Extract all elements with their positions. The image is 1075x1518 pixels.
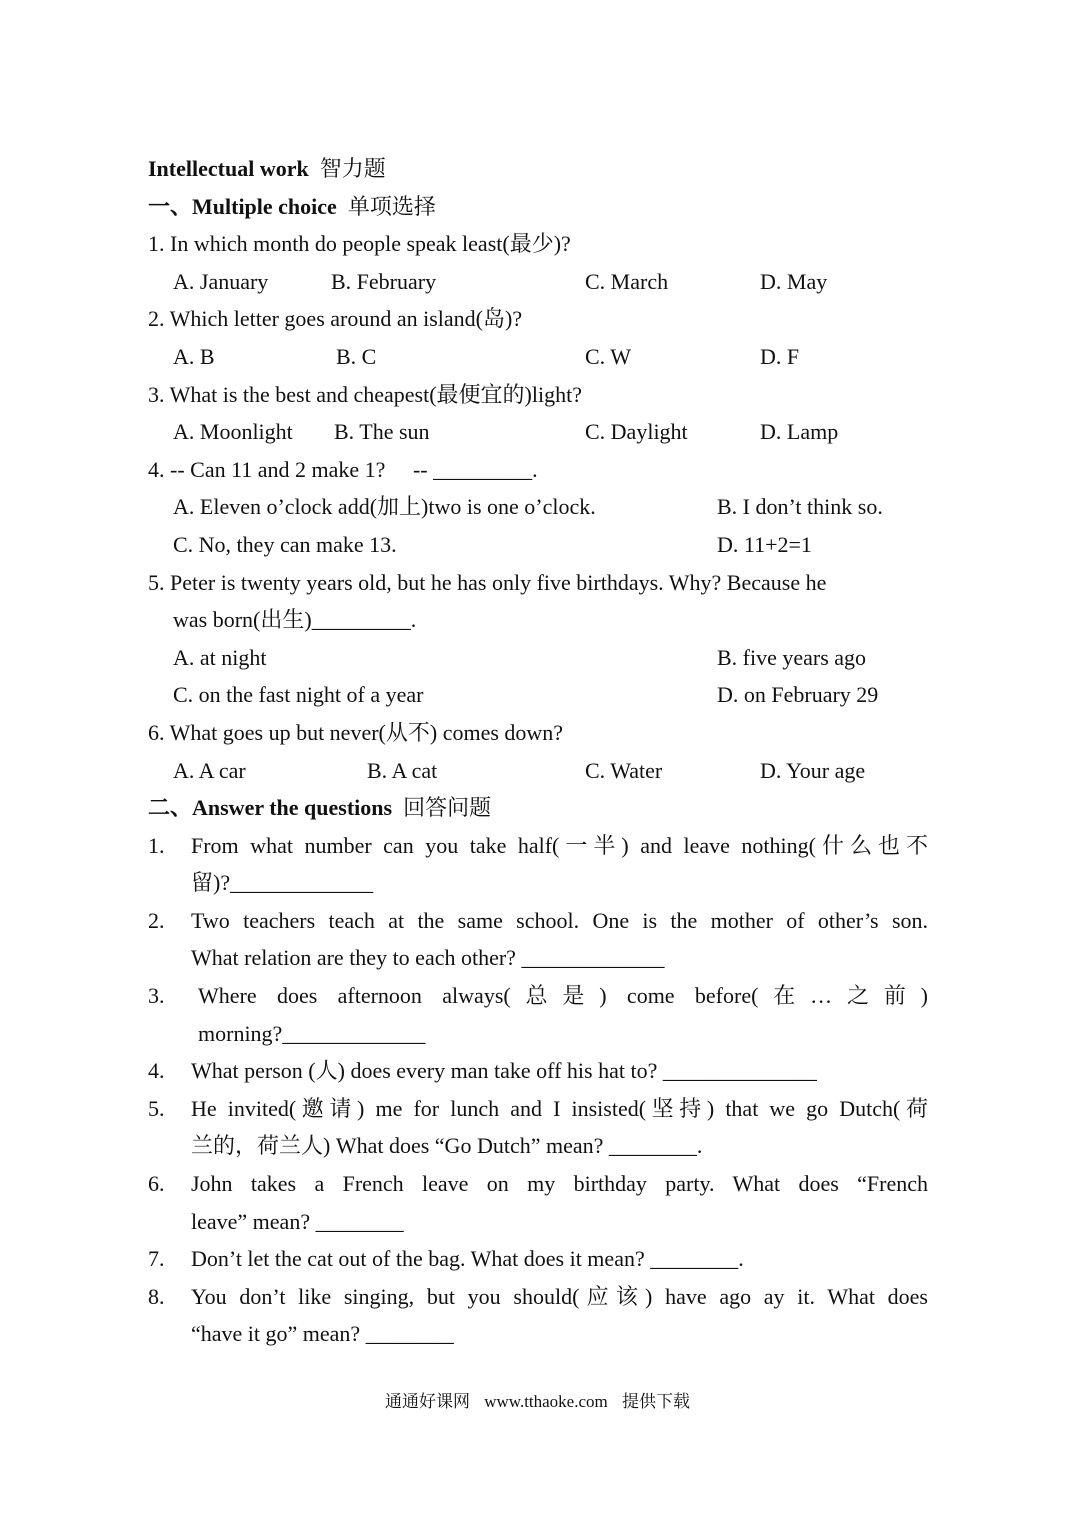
- item-text: morning?_____________: [198, 1020, 426, 1046]
- title-cn: 智力题: [319, 156, 386, 181]
- option-a: A. A car: [173, 757, 246, 783]
- answer-question-5: [148, 1090, 928, 1128]
- item-text: Don’t let the cat out of the bag. What does it mean? ________.: [191, 1246, 744, 1272]
- item-text: What relation are they to each other? _____________: [191, 945, 665, 971]
- item-text: Where does afternoon always(总是) come before(在…之前): [198, 983, 928, 1009]
- section-heading-answer-questions: 二、Answer the questions 回答问题: [148, 795, 492, 821]
- question-1: 1. In which month do people speak least(最少)?: [148, 231, 571, 257]
- answer-question-3-cont: [148, 1015, 928, 1053]
- item-text: What person (人) does every man take off his hat to? ______________: [191, 1058, 817, 1084]
- question-2: 2. Which letter goes around an island(岛)?: [148, 306, 523, 332]
- answer-question-5-cont: [148, 1127, 928, 1165]
- answer-question-2: [148, 902, 928, 940]
- question-4-options-row2: [148, 526, 928, 564]
- footer-note: 提供下载: [622, 1392, 691, 1411]
- item-number: 1.: [148, 832, 165, 858]
- item-text: You don’t like singing, but you should(应该) have ago ay it. What does: [191, 1283, 928, 1309]
- option-c: C. Water: [585, 757, 663, 783]
- footer-site-name: 通通好课网: [384, 1392, 470, 1411]
- option-d: D. Your age: [760, 757, 866, 783]
- item-number: 6.: [148, 1171, 165, 1197]
- question-4-options-row1: [148, 488, 928, 526]
- option-d: D. May: [760, 268, 828, 294]
- option-c: C. No, they can make 13.: [173, 531, 397, 557]
- item-number: 7.: [148, 1246, 165, 1272]
- page-footer: [0, 1390, 1075, 1414]
- item-text: 留)?_____________: [191, 870, 374, 896]
- option-d: D. F: [760, 343, 800, 369]
- footer-url[interactable]: www.tthaoke.com: [484, 1392, 608, 1411]
- option-a: A. January: [173, 268, 269, 294]
- option-a: A. Eleven o’clock add(加上)two is one o’clock.: [173, 494, 596, 520]
- option-c: C. March: [585, 268, 669, 294]
- item-text: leave” mean? ________: [191, 1208, 404, 1234]
- question-5-line2: was born(出生)_________.: [173, 607, 417, 633]
- option-b: B. I don’t think so.: [717, 494, 883, 520]
- title-en: Intellectual work: [148, 156, 309, 181]
- option-b: B. The sun: [334, 419, 430, 445]
- item-number: 8.: [148, 1283, 165, 1309]
- question-2-options: [148, 338, 928, 376]
- item-text: Two teachers teach at the same school. One is the mother of other’s son.: [191, 907, 928, 933]
- answer-question-3: [148, 977, 928, 1015]
- item-number: 3.: [148, 983, 165, 1009]
- section-heading-multiple-choice: 一、Multiple choice 单项选择: [148, 193, 436, 219]
- answer-question-6: [148, 1165, 928, 1203]
- item-text: He invited(邀请) me for lunch and I insisted(坚持) that we go Dutch(荷: [191, 1095, 928, 1121]
- answer-question-6-cont: [148, 1203, 928, 1241]
- worksheet: [148, 150, 928, 1353]
- item-text: John takes a French leave on my birthday party. What does “French: [191, 1171, 928, 1197]
- question-5-line1: 5. Peter is twenty years old, but he has only five birthdays. Why? Because he: [148, 569, 827, 595]
- question-5-options-row2: [148, 676, 928, 714]
- question-4: 4. -- Can 11 and 2 make 1? -- _________.: [148, 456, 538, 482]
- option-a: A. Moonlight: [173, 419, 293, 445]
- item-text: “have it go” mean? ________: [191, 1321, 454, 1347]
- question-5-options-row1: [148, 639, 928, 677]
- question-6: 6. What goes up but never(从不) comes down?: [148, 719, 564, 745]
- option-c: C. Daylight: [585, 419, 688, 445]
- option-b: B. February: [331, 268, 437, 294]
- answer-question-8: [148, 1278, 928, 1316]
- question-1-options: [148, 263, 928, 301]
- answer-question-1: [148, 827, 928, 865]
- question-3: 3. What is the best and cheapest(最便宜的)light?: [148, 381, 582, 407]
- option-b: B. A cat: [367, 757, 438, 783]
- item-number: 4.: [148, 1058, 165, 1084]
- option-a: A. at night: [173, 644, 267, 670]
- option-c: C. W: [585, 343, 632, 369]
- item-number: 2.: [148, 907, 165, 933]
- item-number: 5.: [148, 1095, 165, 1121]
- page-title: [148, 150, 928, 188]
- option-b: B. C: [336, 343, 377, 369]
- answer-question-4: [148, 1052, 928, 1090]
- answer-question-7: [148, 1240, 928, 1278]
- question-3-options: [148, 413, 928, 451]
- option-d: D. Lamp: [760, 419, 839, 445]
- option-c: C. on the fast night of a year: [173, 682, 424, 708]
- item-text: From what number can you take half(一半) and leave nothing(什么也不: [191, 832, 928, 858]
- option-d: D. 11+2=1: [717, 531, 812, 557]
- answer-question-1-cont: [148, 864, 928, 902]
- option-d: D. on February 29: [717, 682, 879, 708]
- question-6-options: [148, 752, 928, 790]
- option-b: B. five years ago: [717, 644, 867, 670]
- answer-question-2-cont: [148, 939, 928, 977]
- option-a: A. B: [173, 343, 215, 369]
- item-text: 兰的，荷兰人) What does “Go Dutch” mean? ________.: [191, 1133, 703, 1159]
- answer-question-8-cont: [148, 1315, 928, 1353]
